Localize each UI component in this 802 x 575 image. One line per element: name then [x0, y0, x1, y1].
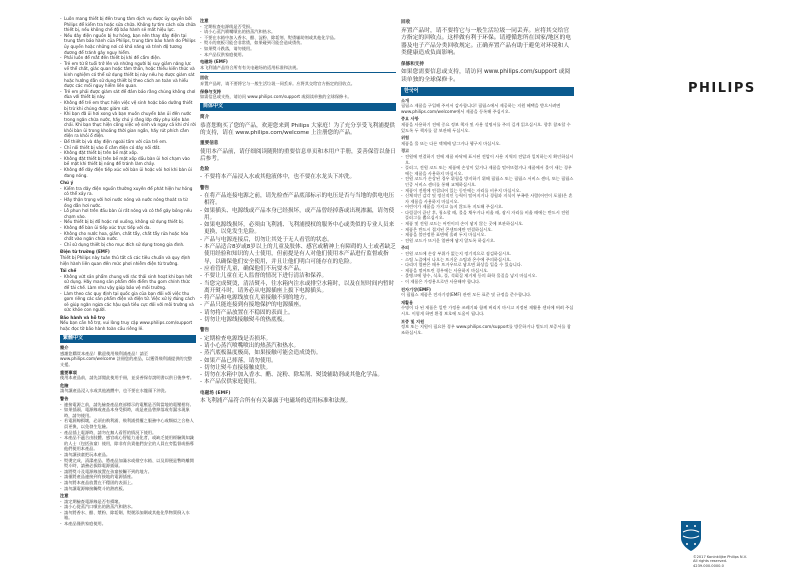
philips-logo — [688, 57, 798, 117]
list-item: - 定期检查电源线是否损坏。 — [200, 336, 396, 343]
list-item: - Để thiết bị và dây điện ngoài tầm với của trẻ em. — [60, 139, 196, 145]
list-item: - 应看管好儿童，确保他们不玩耍本产品。 — [200, 266, 396, 273]
list-item: - 전원에 연결하기 전에 제품 바닥에 표시된 전압이 사용 지역의 전압과 일치하는지 확인하십시오. — [401, 154, 574, 165]
list-item: - Không để dây điện tiếp xúc với bàn ủi hoặc vòi hơi khi bàn ủi đang nóng. — [60, 167, 196, 178]
list-item: - 本产品仅供家庭使用。 — [200, 52, 396, 58]
list-item: - 물탱크에 향수, 식초, 풀, 석회질 제거제 등의 화학 물질을 넣지 마십시오. — [401, 273, 574, 279]
list-item: - 本產品僅供家庭使用。 — [60, 521, 196, 527]
zh-tail — [401, 19, 574, 84]
list-item: - 다리미 열판은 매우 뜨거우므로 닿으면 화상을 입을 수 있습니다. — [401, 262, 574, 268]
zh-cn-language-bar: 简体中文 — [200, 103, 396, 112]
list-item: - 产品只能连接到有接地保护的电源插座。 — [200, 302, 396, 309]
list-item: - Nếu thiết bị bị đổ hoặc rơi xuống, không sử dụng thiết bị. — [60, 219, 196, 225]
list-item: - 전원 코드에 손상 부위가 없는지 정기적으로 점검하십시오. — [401, 251, 574, 257]
list-item: - 제품 및 전원 코드는 어린이의 손이 닿지 않는 곳에 보관하십시오. — [401, 221, 574, 227]
brand-wordmark: PHILIPS — [688, 81, 756, 96]
zh-tw-warning-title: 警告 — [60, 396, 69, 401]
list-item: - 如果产品已摔落，请勿使用。 — [200, 358, 396, 365]
ko-intro-title: 소개 — [401, 97, 410, 103]
korean-language-bar: 한국어 — [401, 87, 574, 96]
zh-cn-notice-list — [200, 24, 396, 58]
zh-recycle-title: 回收 — [401, 20, 411, 25]
list-item: - 若電源線損壞，必須由飛利浦、飛利浦授權之服務中心或類似之合格人員更換，以免發生危險。 — [60, 418, 196, 429]
list-item: - Phải luôn để mắt đến thiết bị khi để cắm điện. — [60, 55, 196, 61]
ko-recycle-text: 수명이 다 된 제품은 일반 가정용 쓰레기와 함께 버리지 마시고 지정된 재활용 센터에 버려 주십시오. 이렇게 하면 환경 보호에 도움이 됩니다. — [401, 305, 574, 316]
list-item: - 請勿將香水、醋、漿粉、除垢劑、熨燙添加劑或其他化學物質倒入水箱。 — [60, 510, 196, 521]
list-item: - 本產品不適合由肢體、感官或心智能力退化者，或缺乏使用經驗與知識的人士（包括孩童）使用，除非有負責他們安全的人員在旁監督或指導他們使用本產品。 — [60, 435, 196, 452]
zh-cn-recycle-small-title: 回收 — [200, 75, 209, 81]
ko-danger-title: 위험 — [401, 135, 410, 141]
zh-tw-caution-title: 注意 — [60, 493, 69, 499]
list-item: - Kiểm tra dây điện nguồn thường xuyên để phát hiện hư hỏng có thể xảy ra. — [60, 186, 196, 197]
vi-intro-list — [60, 16, 196, 178]
list-item: - Hãy thận trọng với hơi nước nóng và nước nóng thoát ra từ ống dẫn hơi nước. — [60, 197, 196, 208]
list-item: - Chỉ sử dụng thiết bị cho mục đích sử dụng trong gia đình. — [60, 242, 196, 248]
list-item: - 이 제품은 가정용으로만 사용해야 합니다. — [401, 279, 574, 285]
list-item: - 不要在水箱中加入香水、醋、淀粉、除垢剂、熨烫辅助剂或其他化学品。 — [200, 35, 396, 41]
copyright-block — [693, 555, 747, 568]
vi-recycle-title: Tái chế — [60, 268, 77, 274]
list-item: - Không đặt thiết bị trên bề mặt xốp. — [60, 150, 196, 156]
column-simplified-chinese — [200, 16, 396, 406]
list-item: - 제품을 떨어뜨린 경우에는 사용하지 마십시오. — [401, 268, 574, 274]
list-item: - 다림질이 끝난 후, 청소할 때, 물을 채우거나 비울 때, 잠시 자리를 비울 때에는 반드시 전원 플러그를 뽑으십시오. — [401, 210, 574, 221]
zh-tw-warning-list — [60, 402, 196, 492]
vi-caution-title: Chú ý — [60, 180, 74, 186]
zh-cn-caution-list — [200, 336, 396, 387]
list-item: - 請勿將本產品放置在不穩固的表面上。 — [60, 480, 196, 486]
list-item: - 產品插上電源時，請勿在無人看管的情況下使用。 — [60, 430, 196, 436]
ko-caution-list — [401, 251, 574, 285]
zh-tw-important-title: 重要事項 — [60, 369, 77, 375]
zh-cn-notice-title: 注意 — [200, 18, 209, 23]
list-item: - Khi bạn đã ủi hơi xong và bạn muốn chuyển bàn ủi đến nước trong ngăn chứa nước, hãy chú ý rằng lớp đáy phụ kiện bàn chải. Khi bạn thực hiện công việc vệ sinh và ngay cả khi chỉ rời khỏi bàn ủi trong khoảng thời gian ngắn, hãy rút phích cắm điện ra khỏi ổ điện. — [60, 111, 196, 139]
list-item: - Không vứt sản phẩm chung với rác thải sinh hoạt khi bạn hết sử dụng. Hãy mang sản phẩm đến điểm thu gom chính thức để tái chế. Làm như vậy giúp bảo vệ môi trường. — [60, 274, 196, 291]
list-item: - 不要让儿童在无人监督的情况下进行清洁和保养。 — [200, 273, 396, 280]
ko-warning-title: 경고 — [401, 148, 410, 154]
zh-cn-danger-title: 危险 — [200, 167, 210, 173]
zh-tw-danger-text: 請勿讓產品浸入水或其他液體中，也不要在水龍頭下沖洗。 — [60, 388, 169, 394]
zh-cn-warranty-small-text: 如需信息或支持，请访问 www.philips.com/support 或阅读单独的全球保修卡。 — [200, 94, 352, 100]
zh-cn-caution-title: 警告 — [200, 328, 210, 334]
divider — [200, 72, 396, 73]
zh-cn-body — [200, 114, 396, 405]
zh-tw-language-bar: 繁體中文 — [60, 335, 196, 344]
list-item: - 請勿讓電源線接觸熨斗的熱底板。 — [60, 486, 196, 492]
list-item: - 如果插頭、電源線或產品本身受損時，或是產品曾掉落或有漏水現象時，請勿使用。 — [60, 407, 196, 418]
list-item: - 전원 코드가 손상된 경우 위험을 방지하기 위해 필립스 또는 필립스 서비스 센터, 또는 필립스 인증 서비스 센터를 통해 교체하십시오. — [401, 176, 574, 187]
list-item: - Trẻ em từ 8 tuổi trở lên và những người bị suy giảm năng lực về thể chất, giác quan hoặc tâm thần, hoặc thiếu kiến thức và kinh nghiệm có thể sử dụng thiết bị này nếu họ được giám sát hoặc hướng dẫn sử dụng thiết bị theo cách an toàn và hiểu được các mối nguy hiểm liên quan. — [60, 61, 196, 89]
list-item: - 전원 코드가 뜨거운 열판에 닿지 않도록 하십시오. — [401, 238, 574, 244]
list-item: - 本产品适合8岁或8岁以上的儿童及肢体、感官或精神上有障碍的人士或者缺乏使用经验和知识的人士使用，但前提是有人对他们使用本产品进行监督或指导，以确保他们安全使用，并且让他们明白可能存在的危险。 — [200, 244, 396, 266]
zh-cn-warning-title: 警告 — [200, 185, 210, 191]
zh-warranty-text: 如果您需要信息或支持，请访问 www.philips.com/support 或阅读单独的全球保修卡。 — [401, 69, 571, 83]
list-item: - 請定期檢查電源線是否有損壞。 — [60, 499, 196, 505]
list-item: - 切勿在水箱中加入香水、醋、淀粉、除垢剂、熨烫辅助剂或其他化学品。 — [200, 372, 396, 379]
zh-cn-warranty-small-title: 保修与支持 — [200, 88, 221, 94]
ko-danger-text: 제품을 물 또는 다른 액체에 담그거나 헹구지 마십시오. — [401, 140, 501, 146]
list-item: - Không để trẻ em thực hiện việc vệ sinh hoặc bảo dưỡng thiết bị trừ khi chúng được giám sát. — [60, 100, 196, 111]
list-item: - 请小心蒸汽喷嘴喷出的热蒸汽和热水。 — [200, 29, 396, 35]
list-item: - Làm theo các quy định tại quốc gia của bạn đối với việc thu gom riêng các sản phẩm điện và điện tử. Việc xử lý đúng cách sẽ giúp ngăn ngừa các hậu quả tiêu cực đối với môi trường và sức khỏe con người. — [60, 291, 196, 313]
zh-cn-emf-title: 电磁场 (EMF) — [200, 390, 231, 396]
list-item: - 不要将本产品浸入水或其他液体中，也不要在水龙头下冲洗。 — [200, 174, 396, 181]
vi-emf-text: Thiết bị Philips này tuân thủ tất cả các tiêu chuẩn và quy định hiện hành liên quan đến mức phơi nhiễm điện từ trường. — [60, 254, 191, 266]
vi-warranty-text: Nếu bạn cần hỗ trợ, vui lòng truy cập www.philips.com/support hoặc đọc tờ bảo hành toàn cầu riêng lẻ. — [60, 320, 193, 332]
list-item: - Lỗ phun hơi trên đầu bàn ủi rất nóng và có thể gây bỏng nếu chạm vào. — [60, 208, 196, 219]
list-item: - Không để bàn ủi tiếp xúc trực tiếp với da. — [60, 225, 196, 231]
vi-caution-list — [60, 186, 196, 248]
list-item: - 플러그, 전원 코드 또는 제품에 손상이 있거나 제품을 떨어뜨렸거나 제품에서 물이 새는 경우에는 제품을 사용하지 마십시오. — [401, 165, 574, 176]
list-item: - 請勿讓孩童把玩本產品。 — [60, 452, 196, 458]
list-item: - Trẻ em phải được giám sát để đảm bảo rằng chúng không chơi đùa với thiết bị này. — [60, 89, 196, 100]
vi-warranty-title: Bảo hành và hỗ trợ — [60, 314, 105, 320]
zh-tw-danger-title: 危險 — [60, 382, 69, 388]
ko-important-title: 중요 사항 — [401, 116, 419, 122]
zh-tw-caution-list — [60, 499, 196, 527]
list-item: - Luôn mang thiết bị đến trung tâm dịch vụ được ủy quyền bởi Philips để kiểm tra hoặc sửa chữa. Không tự tìm cách sửa chữa thiết bị, nếu không chế độ bảo hành sẽ mất hiệu lực. — [60, 16, 196, 33]
rights-text: All rights reserved. — [693, 559, 727, 564]
column-vietnamese — [60, 16, 196, 527]
zh-warranty-title: 保修和支持 — [401, 61, 424, 67]
vi-recycle-list — [60, 274, 196, 313]
list-item: - 定期检查电源线是否受损。 — [200, 24, 396, 30]
list-item: - 本产品仅供家庭使用。 — [200, 379, 396, 386]
list-item: - 切勿让熨斗直接接触皮肤。 — [200, 365, 396, 372]
ko-emf-title: 전자기장(EMF) — [401, 286, 431, 292]
zh-tw-important-text: 使用本產品前，請先詳閱此使用手冊，並妥善保存說明書以供日後參考。 — [60, 375, 195, 381]
list-item: - 请小心蒸汽喷嘴喷出的热蒸汽和热水。 — [200, 343, 396, 350]
column-korean — [401, 16, 574, 336]
list-item: - 请勿将产品放置在不稳固的表面上。 — [200, 310, 396, 317]
list-item: - 어린이가 제품을 가지고 놀지 않도록 지도해 주십시오. — [401, 204, 574, 210]
list-item: - 제품을 불안정한 표면에 올려 두지 마십시오. — [401, 232, 574, 238]
zh-cn-emf-small-title: 电磁场 (EMF) — [200, 59, 228, 65]
list-item: - 如果熨斗跌落，请勿使用。 — [200, 46, 396, 52]
zh-cn-intro-text: 恭喜您购买了您的产品，欢迎您来到 Philips 大家庭！为了充分享受飞利浦提供的支持，请在 www.philips.com/welcome 上注册您的产品。 — [200, 122, 396, 136]
list-item: - Không đặt thiết bị trên bề mặt xốp dầu bàn ủi hơi chạm vào bề mặt khi thiết bị nóng để tránh làm chảy. — [60, 156, 196, 167]
philips-shield-icon — [680, 520, 702, 552]
list-item: - 스팀 노즐에서 나오는 뜨거운 스팀과 온수에 주의하십시오. — [401, 257, 574, 263]
zh-cn-intro-title: 简介 — [200, 115, 210, 121]
list-item: - 如果电源线损坏，必须由飞利浦、飞利浦授权的服务中心或类似的专业人员来更换，以免发生危险。 — [200, 222, 396, 237]
copyright-text: ©2017 Koninklijke Philips N.V. — [693, 555, 747, 559]
list-item: - 신체적인 감각 및 정신적인 능력이 떨어지거나 경험과 지식이 부족한 사람(어린이 포함)은 혼자 제품을 사용하지 마십시오. — [401, 193, 574, 204]
list-item: - 产品与电源连接后，切勿让其处于无人看管的状态。 — [200, 237, 396, 244]
zh-cn-recycle-small-text: 弃置产品时，请不要将它与一般生活垃圾一同丢弃。应将其交给官方指定的回收点。 — [200, 80, 355, 86]
list-item: - Chỉ nối thiết bị vào ổ cắm điện có dây nối đất. — [60, 145, 196, 151]
zh-recycle-text: 弃置产品时，请不要将它与一般生活垃圾一同丢弃。应将其交给官方指定的回收点。这样做有利于环保。请遵循您所在国家/地区的电器及电子产品分类回收规定。正确弃置产品有助于避免对环境和人类健康造成负面影响。 — [401, 27, 572, 56]
ko-warranty-title: 보증 및 지원 — [401, 318, 425, 324]
ko-intro-text: 필립스 제품을 구입해 주셔서 감사합니다! 필립스에서 제공하는 지원 혜택을 받으시려면 www.philips.com/welcome에서 제품을 등록해 주십시오. — [401, 103, 561, 114]
list-item: - 切勿让电源线接触熨斗的热底板。 — [200, 317, 396, 324]
zh-cn-danger-list — [200, 174, 396, 181]
ko-recycle-title: 재활용 — [401, 299, 414, 305]
list-item: - 請將熨斗及電源線放置在孩童接觸不到的地方。 — [60, 469, 196, 475]
list-item: - 熨斗的底板可能会非常烫，如果碰到可能会造成烫伤。 — [200, 40, 396, 46]
list-item: - 제품은 반드시 접지된 콘센트에만 연결하십시오. — [401, 227, 574, 233]
ko-emf-text: 이 필립스 제품은 전자기장(EMF) 관련 모든 표준 및 규정을 준수합니다. — [401, 292, 532, 298]
zh-cn-important-title: 重要信息 — [200, 141, 219, 147]
vi-emf-title: Điện từ trường (EMF) — [60, 249, 110, 255]
zh-tw-intro-text: 感謝您購買本產品！歡迎使用飛利浦產品！請至 www.philips.com/welcome 註冊您的產品，以獲得飛利浦提供的完整支援。 — [60, 350, 192, 368]
list-item: - 如果插头、电源线或产品本身已经损坏，或产品曾经掉落或出现渗漏，请勿使用。 — [200, 208, 396, 223]
list-item: - 将产品和电源线放在儿童接触不到的地方。 — [200, 295, 396, 302]
list-item: - 熨燙完成、清潔產品、將產品加滿水或排空水箱、以及即便是暫時離開熨斗時，請務必拔除電源插頭。 — [60, 458, 196, 469]
ko-warranty-text: 정보 또는 지원이 필요한 경우 www.philips.com/support를 방문하거나 별도의 보증서를 참조하십시오. — [401, 324, 571, 335]
zh-cn-important-text: 使用本产品前，请仔细阅读随附的重要信息单页和本用户手册，妥善保管以备日后参考。 — [200, 148, 396, 162]
list-item: - 請小心從蒸汽口噴出的熱蒸汽和熱水。 — [60, 504, 196, 510]
list-item: - 在将产品连接电源之前，请先检查产品底部标示的电压是否与当地的供电电压相符。 — [200, 193, 396, 208]
zh-tw-intro-title: 簡介 — [60, 345, 69, 351]
list-item: - 제품이 전원에 연결되어 있는 동안에는 자리를 비우지 마십시오. — [401, 188, 574, 194]
list-item: - 蒸汽底板温度极高，如果接触可能会造成烫伤。 — [200, 350, 396, 357]
list-item: - 当您完成熨烫，清洁熨斗，往水箱内注水或排空水箱时，以及在短时间内暂时离开熨斗时，请务必从电源插座上拔下电源插头。 — [200, 281, 396, 296]
ko-caution-title: 주의 — [401, 245, 410, 251]
zh-cn-emf-text: 本飞利浦产品符合所有有关暴露于电磁场的适用标准和法规。 — [200, 398, 352, 404]
zh-cn-warning-list — [200, 193, 396, 324]
ko-warning-list — [401, 154, 574, 244]
document-code: 4239.000.0000.0 — [693, 563, 724, 568]
list-item: - Nếu dây điện nguồn bị hư hỏng, bạn nên thay dây điện tại trung tâm bảo hành của Philips, trung tâm bảo hành do Philips ủy quyền hoặc những nơi có khả năng và trình độ tương đương để tránh gây nguy hiểm. — [60, 33, 196, 55]
list-item: - Không cho nước hoa, giấm, chất tẩy, chất tẩy rửa hoặc hóa chất vào ngăn chứa nước. — [60, 231, 196, 242]
ko-important-text: 제품을 사용하기 전에 중요 정보 책자 및 사용 설명서를 주의 깊게 읽으십시오. 향후 참조할 수 있도록 두 책자를 잘 보관해 두십시오. — [401, 121, 571, 133]
zh-cn-emf-small-text: 本飞利浦产品符合所有有关电磁场的适用标准和法规。 — [200, 64, 301, 70]
list-item: - 連接電源之前，請先檢查產品底部標示的電壓是否與當地的電壓相符。 — [60, 402, 196, 408]
list-item: - 請僅將產品連接到有接地的電源插座。 — [60, 474, 196, 480]
